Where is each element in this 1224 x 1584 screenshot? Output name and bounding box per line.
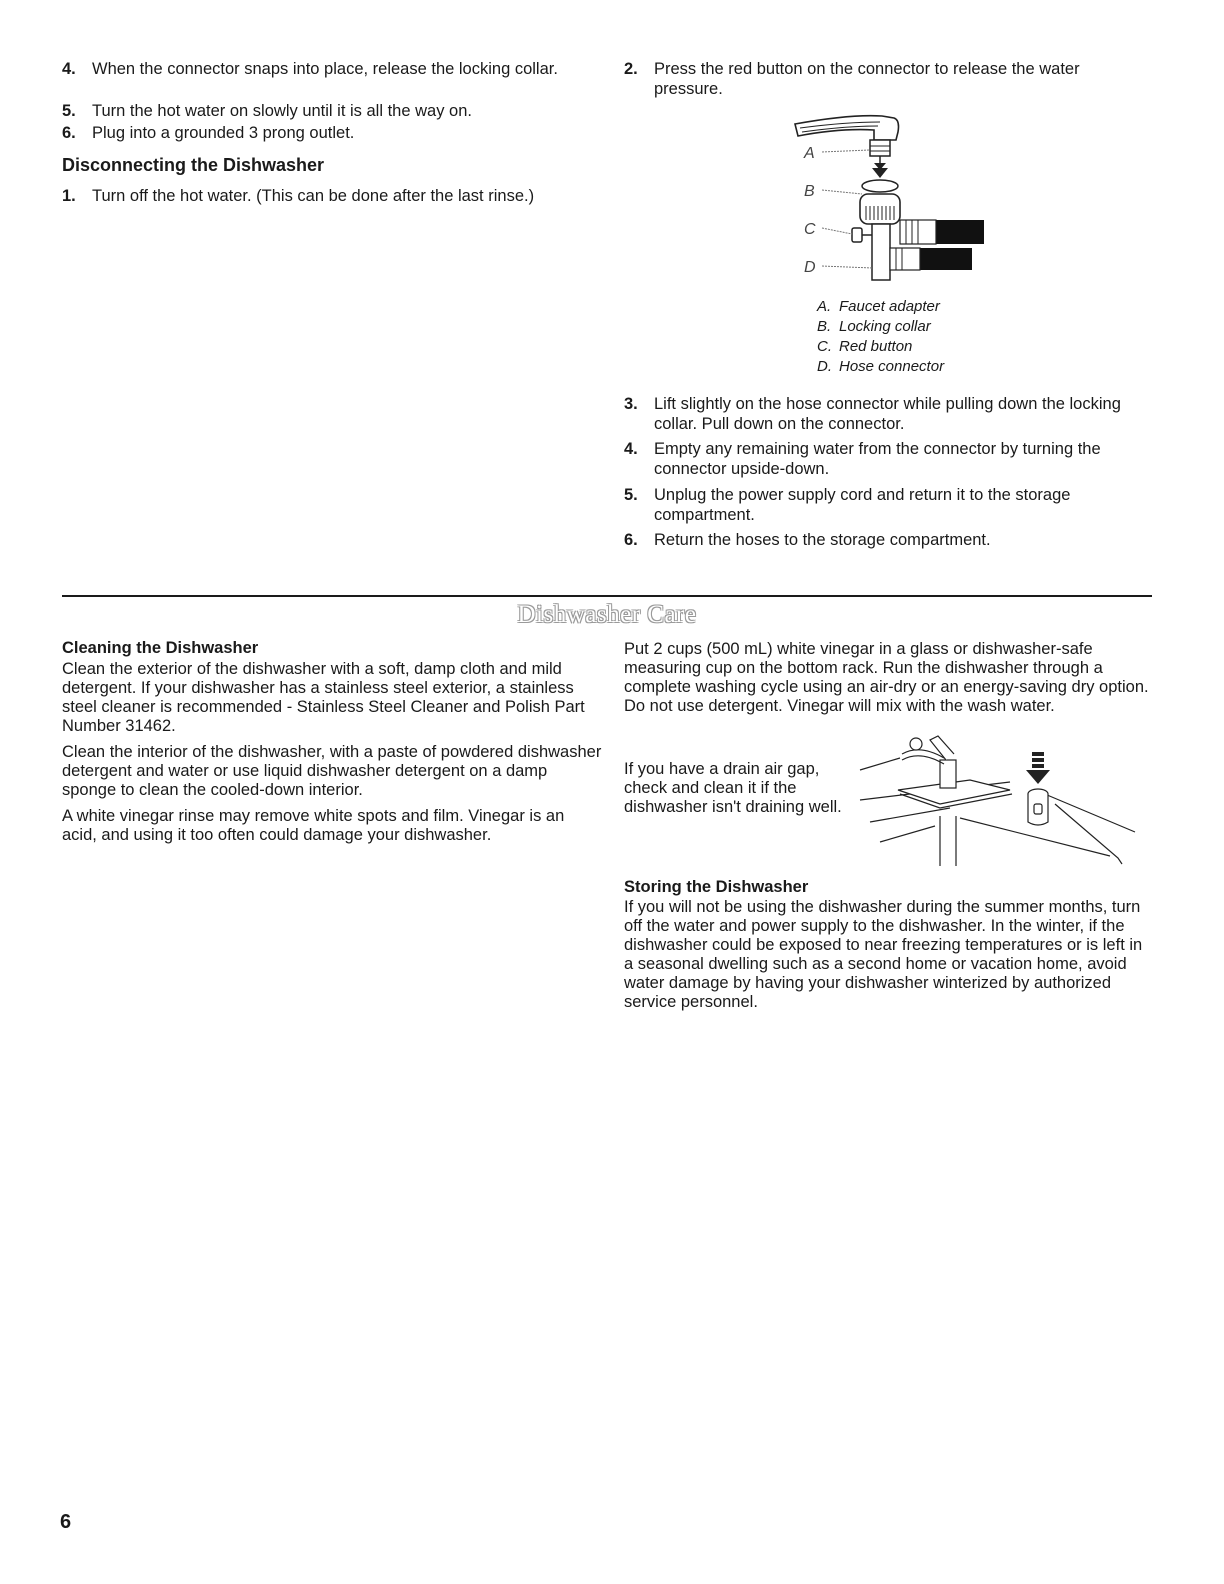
- step-text: Press the red button on the connector to release the water pressure.: [654, 60, 1080, 98]
- page-number: 6: [60, 1511, 72, 1533]
- step-text: When the connector snaps into place, release the locking collar.: [92, 60, 558, 78]
- figure-label-b: B: [804, 183, 815, 200]
- storing-paragraph: If you will not be using the dishwasher during the summer months, turn off the water and power supply to the dishwasher. In the winter, if the dishwasher could be exposed to near freezing temperatures or is left in a seasonal dwelling such as a second home or vacation home, avoid water damage by having your dishwasher winterized by authorized service personnel.: [624, 898, 1143, 1011]
- step-number: 6.: [624, 531, 638, 549]
- section-title: Dishwasher Care: [517, 601, 697, 628]
- step-number: 3.: [624, 395, 638, 413]
- step-text: Return the hoses to the storage compartment.: [654, 531, 991, 549]
- figure-label-a: A: [804, 145, 815, 162]
- step-number: 6.: [62, 124, 76, 142]
- cleaning-paragraph-1: Clean the exterior of the dishwasher with a soft, damp cloth and mild detergent. If your dishwasher has a stainless steel exterior, a stainless steel cleaner is recommended - Stainless Steel Cleaner and Polish Part Number 31462.: [62, 660, 585, 735]
- step-number: 4.: [624, 440, 638, 458]
- caption-c: C. Red button: [817, 338, 913, 355]
- step-text: Turn the hot water on slowly until it is all the way on.: [92, 102, 472, 120]
- faucet-connector-illustration: [790, 110, 1000, 290]
- disconnect-heading: Disconnecting the Dishwasher: [62, 155, 325, 175]
- section-divider: [62, 595, 1152, 597]
- step-text: Unplug the power supply cord and return it to the storage compartment.: [654, 486, 1071, 524]
- step-number: 2.: [624, 60, 638, 78]
- cleaning-paragraph-3: A white vinegar rinse may remove white spots and film. Vinegar is an acid, and using it too often could damage your dishwasher.: [62, 807, 565, 844]
- figure-label-d: D: [804, 259, 816, 276]
- step-text: Lift slightly on the hose connector while pulling down the locking collar. Pull down on the connector.: [654, 395, 1121, 433]
- cleaning-heading: Cleaning the Dishwasher: [62, 639, 259, 657]
- air-gap-illustration: [840, 730, 1140, 870]
- storing-heading: Storing the Dishwasher: [624, 878, 809, 896]
- cleaning-paragraph-2: Clean the interior of the dishwasher, with a paste of powdered dishwasher detergent and water or use liquid dishwasher detergent on a damp sponge to clean the cooled-down interior.: [62, 743, 602, 799]
- figure-label-c: C: [804, 221, 816, 238]
- step-text: Plug into a grounded 3 prong outlet.: [92, 124, 355, 142]
- vinegar-paragraph: Put 2 cups (500 mL) white vinegar in a glass or dishwasher-safe measuring cup on the bottom rack. Run the dishwasher through a complete washing cycle using an air-dry or an energy-saving dry option. Do not use detergent. Vinegar will mix with the wash water.: [624, 640, 1149, 715]
- caption-b: B. Locking collar: [817, 318, 931, 335]
- air-gap-paragraph: If you have a drain air gap, check and clean it if the dishwasher isn't draining well.: [624, 760, 842, 816]
- figure-caption-list: [817, 297, 944, 377]
- step-text: Empty any remaining water from the connector by turning the connector upside-down.: [654, 440, 1101, 478]
- caption-a: A. Faucet adapter: [817, 298, 940, 315]
- step-number: 4.: [62, 60, 76, 78]
- step-number: 5.: [624, 486, 638, 504]
- step-number: 1.: [62, 187, 76, 205]
- step-text: Turn off the hot water. (This can be done after the last rinse.): [92, 187, 535, 205]
- step-number: 5.: [62, 102, 76, 120]
- caption-d: D. Hose connector: [817, 358, 945, 375]
